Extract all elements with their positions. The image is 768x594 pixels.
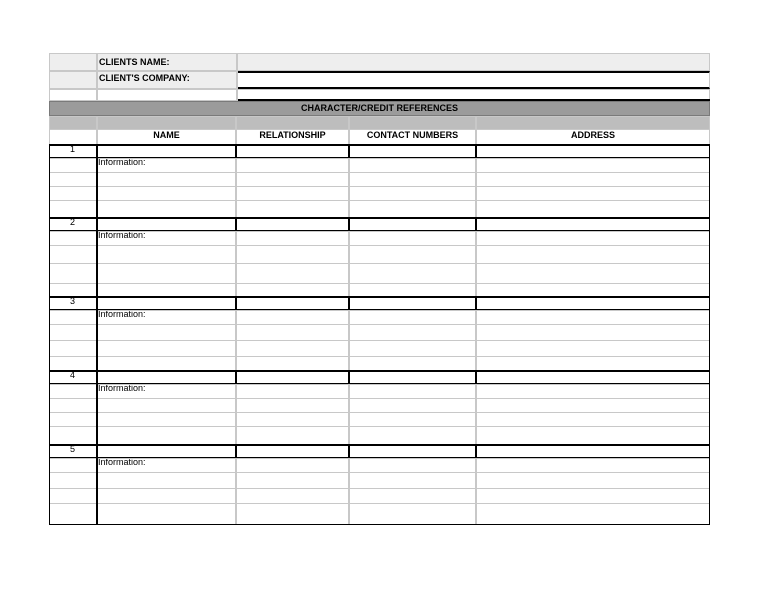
reference-information-label: Information:: [98, 309, 146, 319]
header-spacer-field: [237, 89, 710, 101]
reference-information-label: Information:: [98, 230, 146, 240]
reference-number: 5: [69, 444, 75, 454]
col-header-relationship: RELATIONSHIP: [259, 130, 326, 140]
reference-number: 2: [69, 217, 75, 227]
reference-information-label: Information:: [98, 457, 146, 467]
header-column-divider: [96, 116, 98, 144]
header-label-divider: [236, 53, 238, 101]
header-num-divider: [96, 53, 98, 101]
col-header-name: NAME: [153, 130, 180, 140]
reference-number: 3: [69, 296, 75, 306]
clients-company-field[interactable]: [237, 71, 710, 89]
reference-number: 4: [69, 370, 75, 380]
clients-name-label: CLIENTS NAME:: [99, 57, 170, 67]
reference-information-label: Information:: [98, 157, 146, 167]
col-header-address: ADDRESS: [570, 130, 615, 140]
section-title: CHARACTER/CREDIT REFERENCES: [300, 103, 458, 113]
reference-number: 1: [69, 144, 75, 154]
header-column-divider: [348, 116, 350, 144]
section-subbar: [49, 116, 710, 130]
header-column-divider: [475, 116, 477, 144]
header-column-divider: [235, 116, 237, 144]
clients-name-field[interactable]: [237, 53, 710, 71]
table-frame: [49, 144, 710, 525]
clients-company-label: CLIENT'S COMPANY:: [99, 73, 190, 83]
reference-information-label: Information:: [98, 383, 146, 393]
col-header-contact-numbers: CONTACT NUMBERS: [366, 130, 459, 140]
